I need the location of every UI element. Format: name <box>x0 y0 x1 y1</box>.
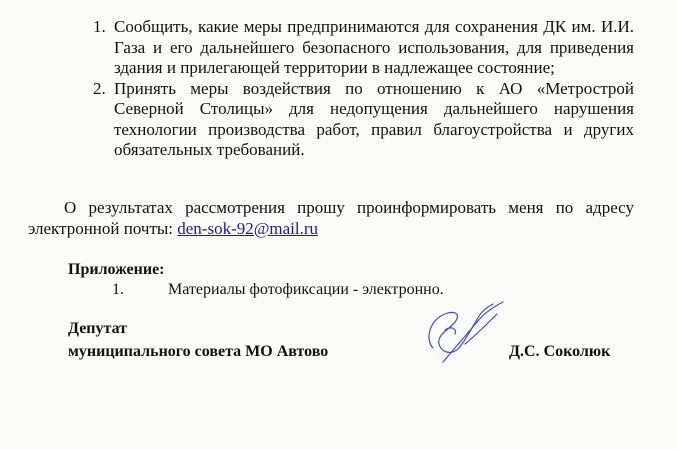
handwritten-signature-icon <box>415 300 515 370</box>
attachment-title: Приложение: <box>68 261 165 278</box>
request-number: 1. <box>93 17 106 36</box>
request-item-2 <box>84 79 634 161</box>
requests-list <box>84 17 634 161</box>
signer-position-line1: Депутат <box>68 320 128 337</box>
attachment-number: 1. <box>112 281 124 298</box>
closing-paragraph <box>28 198 634 239</box>
attachment-text: Материалы фотофиксации - электронно. <box>168 281 444 298</box>
closing-text: О результатах рассмотрения прошу проинформировать меня по адресу электронной почты: <box>28 198 634 238</box>
signer-position-line2: муниципального совета МО Автово <box>68 343 329 360</box>
request-text: Сообщить, какие меры предпринимаются для сохранения ДК им. И.И. Газа и его дальнейшего безопасного использования, для приведения здания и прилегающей территории в надлежащее состояние; <box>114 17 634 77</box>
request-number: 2. <box>93 78 106 98</box>
attachment-item <box>112 281 444 299</box>
request-item-1 <box>84 17 634 79</box>
request-text: Принять меры воздействия по отношению к АО «Метрострой Северной Столицы» для недопущения дальнейшего нарушения технологии производства работ, правил благоустройства и других обязательных требований. <box>114 78 634 159</box>
signer-name: Д.С. Соколюк <box>509 343 611 360</box>
email-link[interactable]: den-sok-92@mail.ru <box>177 218 319 238</box>
